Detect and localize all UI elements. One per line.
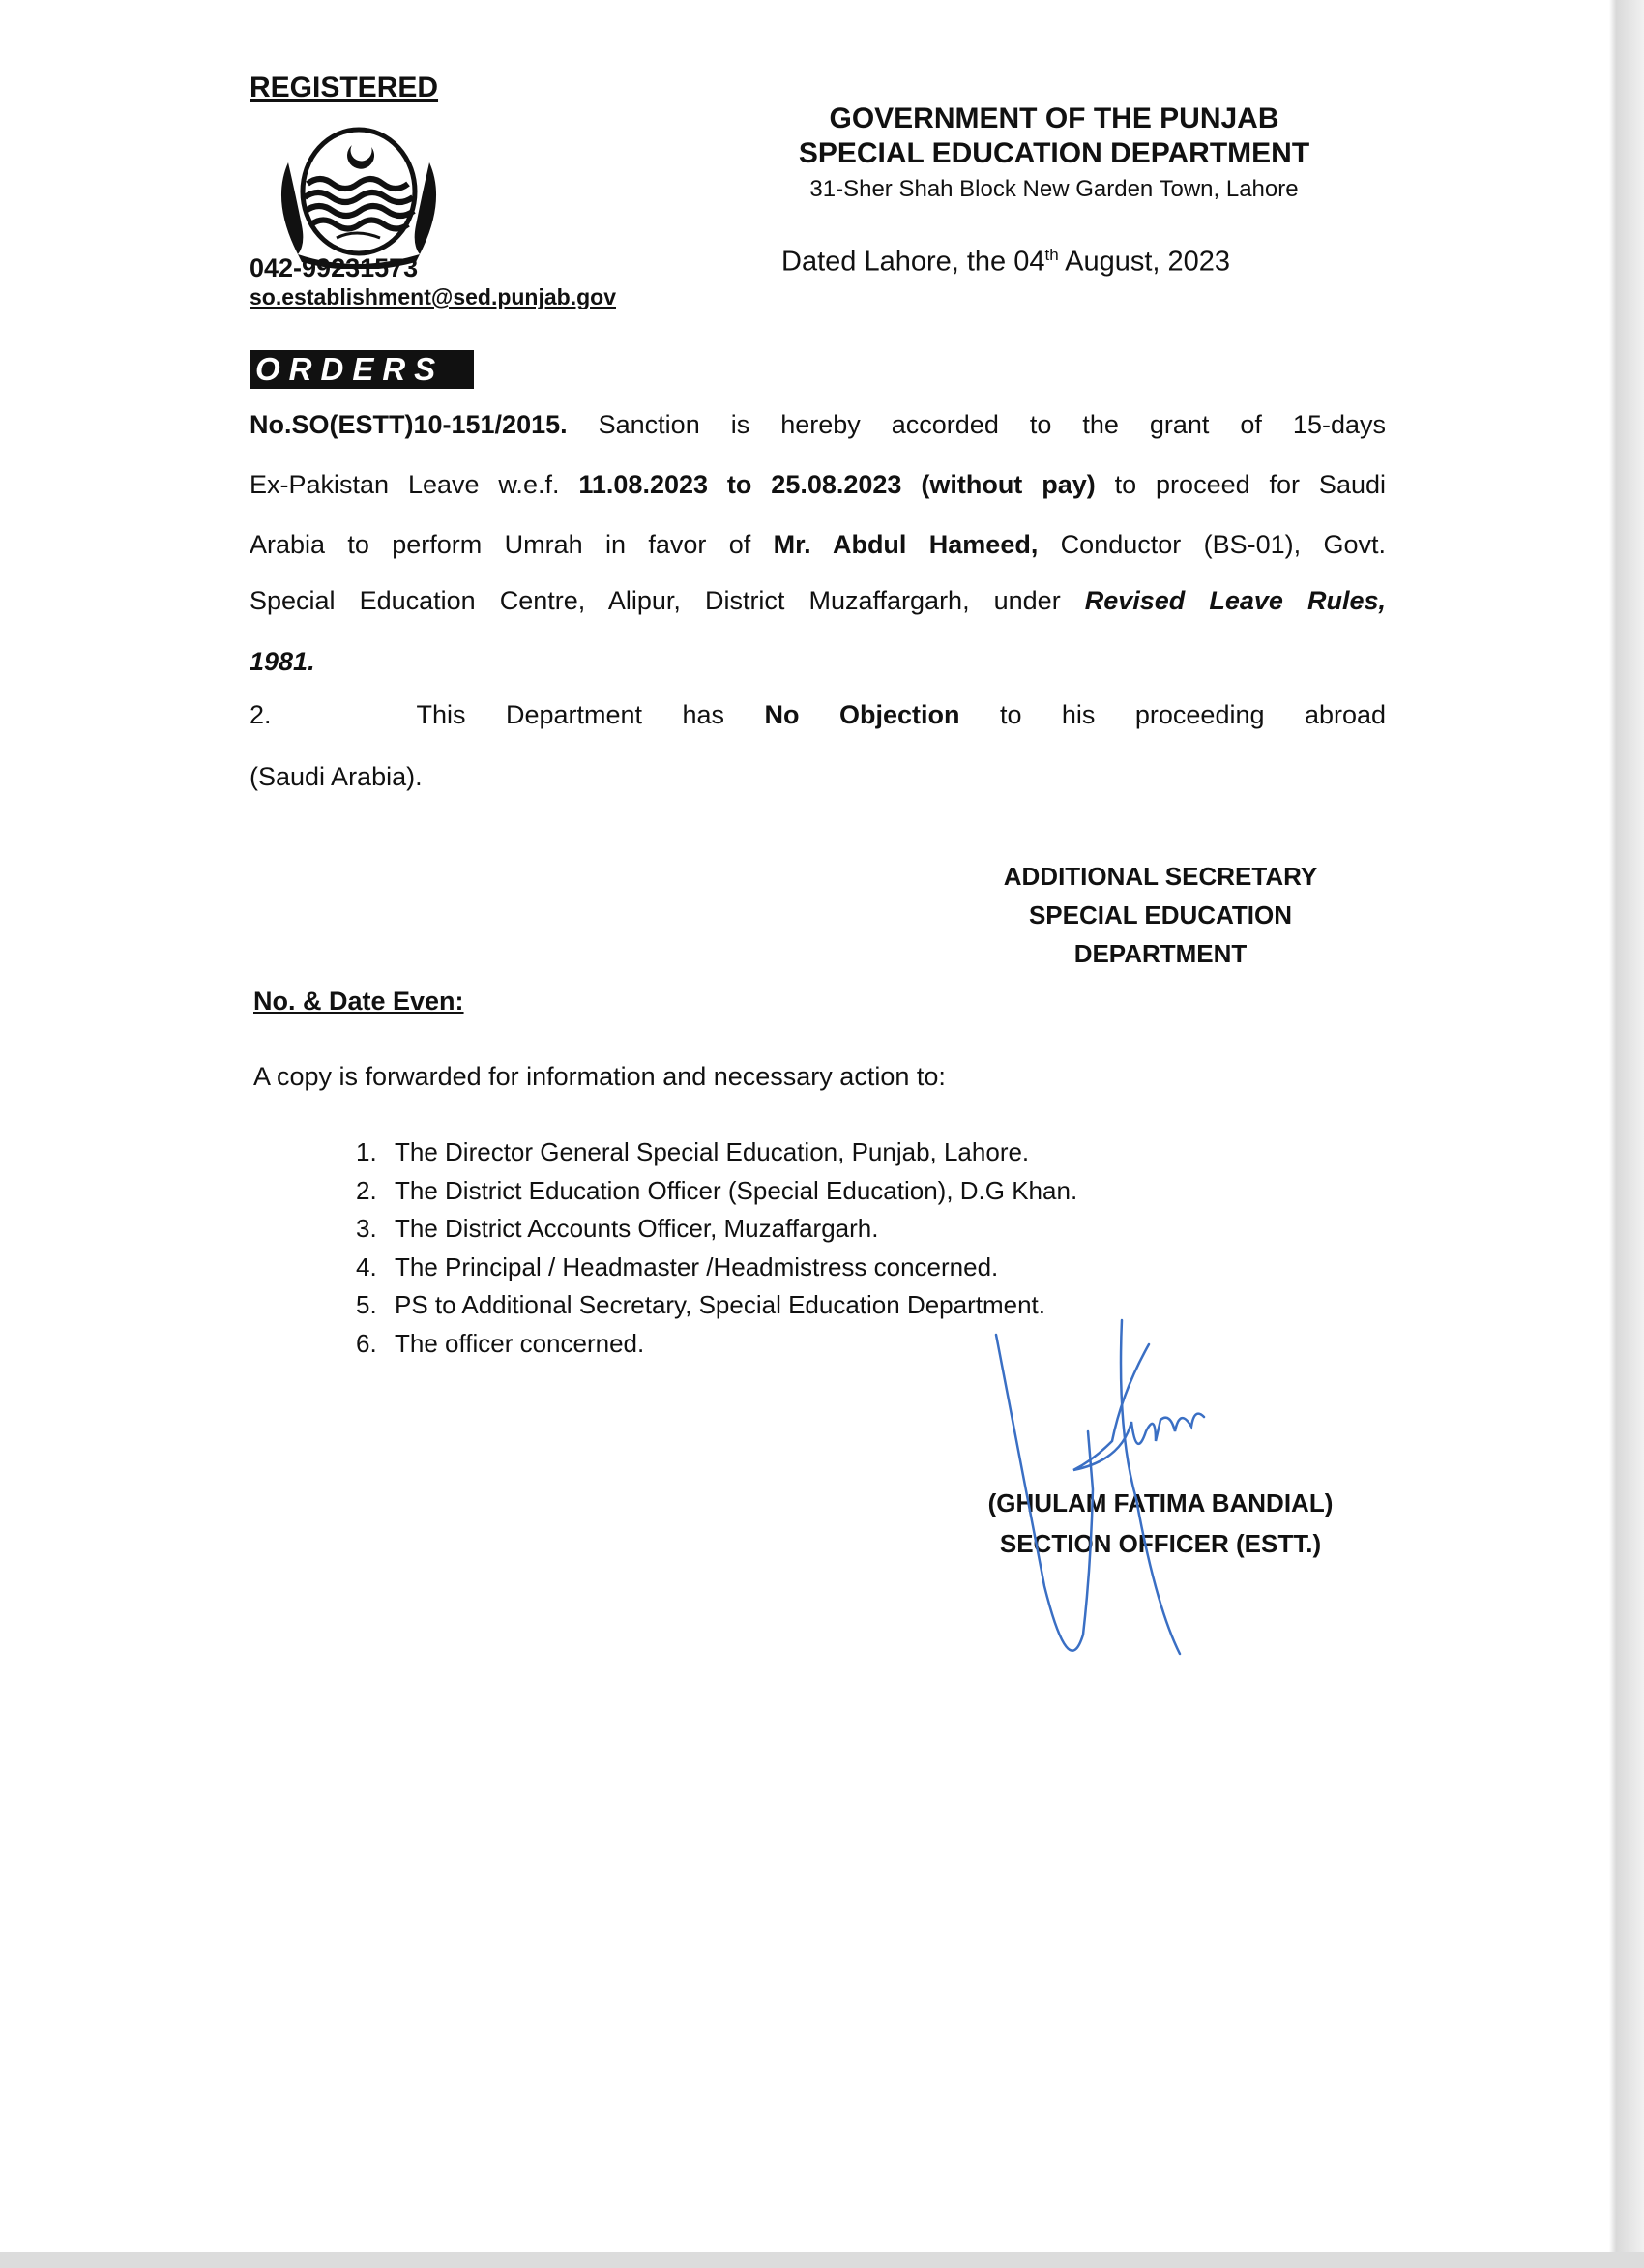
para1-line5: 1981.: [250, 647, 315, 676]
copy-intro: A copy is forwarded for information and necessary action to:: [253, 1062, 946, 1091]
phone-number: 042-99231573: [250, 253, 419, 282]
dated-sup: th: [1044, 246, 1059, 264]
item-number: 2.: [356, 1176, 377, 1205]
text: Conductor (BS-01), Govt.: [1038, 530, 1386, 559]
text: Arabia to perform Umrah in favor of: [250, 530, 774, 559]
item-text: The officer concerned.: [395, 1329, 645, 1358]
rules-reference: Revised Leave Rules,: [1084, 586, 1386, 615]
punjab-emblem-logo: [259, 124, 458, 269]
para-number: 2.: [250, 700, 272, 729]
authority-line: DEPARTMENT: [1073, 939, 1248, 968]
recipient-item: [356, 1176, 1077, 1206]
authority-line: SPECIAL EDUCATION: [1028, 900, 1293, 929]
recipient-item: [356, 1329, 644, 1359]
item-text: PS to Additional Secretary, Special Education Department.: [395, 1290, 1046, 1319]
item-text: The Director General Special Education, Punjab, Lahore.: [395, 1137, 1030, 1166]
item-number: 1.: [356, 1137, 377, 1166]
dated-suffix: August, 2023: [1058, 246, 1231, 278]
text: Special Education Centre, Alipur, District Muzaffargarh, under: [250, 586, 1085, 615]
authority-line: ADDITIONAL SECRETARY: [1003, 862, 1318, 891]
text: to proceed for Saudi: [1095, 470, 1386, 499]
scan-edge-right: [1609, 0, 1644, 2268]
para1-line1: [250, 410, 1386, 440]
item-number: 6.: [356, 1329, 377, 1358]
recipient-item: [356, 1137, 1029, 1167]
authority-block: [948, 857, 1373, 973]
text: Ex-Pakistan Leave w.e.f.: [250, 470, 579, 499]
para1-line3: [250, 530, 1386, 560]
item-text: The District Accounts Officer, Muzaffargarh.: [395, 1214, 879, 1243]
item-text: The Principal / Headmaster /Headmistress concerned.: [395, 1252, 999, 1281]
para1-line4: [250, 586, 1386, 616]
orders-heading: ORDERS: [250, 350, 474, 389]
item-number: 3.: [356, 1214, 377, 1243]
para2-line1: [250, 700, 1386, 730]
recipient-item: [356, 1214, 878, 1244]
department-title: SPECIAL EDUCATION DEPARTMENT: [798, 137, 1310, 169]
recipient-item: [356, 1290, 1045, 1320]
no-date-even-heading: No. & Date Even:: [253, 987, 464, 1016]
recipient-item: [356, 1252, 998, 1282]
dated-line: [781, 246, 1230, 279]
text: to his proceeding abroad: [959, 700, 1387, 729]
item-text: The District Education Officer (Special Education), D.G Khan.: [395, 1176, 1078, 1205]
leave-dates: 11.08.2023 to 25.08.2023 (without pay): [578, 470, 1096, 499]
signatory-name: (GHULAM FATIMA BANDIAL): [987, 1488, 1334, 1517]
scan-edge-bottom: [0, 2252, 1644, 2268]
signatory-title: SECTION OFFICER (ESTT.): [999, 1529, 1322, 1558]
government-title: GOVERNMENT OF THE PUNJAB: [829, 103, 1279, 134]
dated-prefix: Dated Lahore, the 04: [781, 246, 1045, 278]
no-objection: No Objection: [764, 700, 960, 729]
item-number: 5.: [356, 1290, 377, 1319]
text: This Department has: [416, 700, 765, 729]
order-reference: No.SO(ESTT)10-151/2015.: [250, 410, 568, 439]
item-number: 4.: [356, 1252, 377, 1281]
para2-line2: (Saudi Arabia).: [250, 762, 423, 791]
handwritten-signature: [977, 1315, 1267, 1683]
registered-label: REGISTERED: [250, 72, 439, 103]
para1-line2: [250, 470, 1386, 500]
text: Sanction is hereby accorded to the grant of 15-days: [567, 410, 1386, 439]
employee-name: Mr. Abdul Hameed,: [773, 530, 1039, 559]
email-address: so.establishment@sed.punjab.gov: [250, 284, 616, 309]
department-address: 31-Sher Shah Block New Garden Town, Lahore: [809, 176, 1299, 202]
